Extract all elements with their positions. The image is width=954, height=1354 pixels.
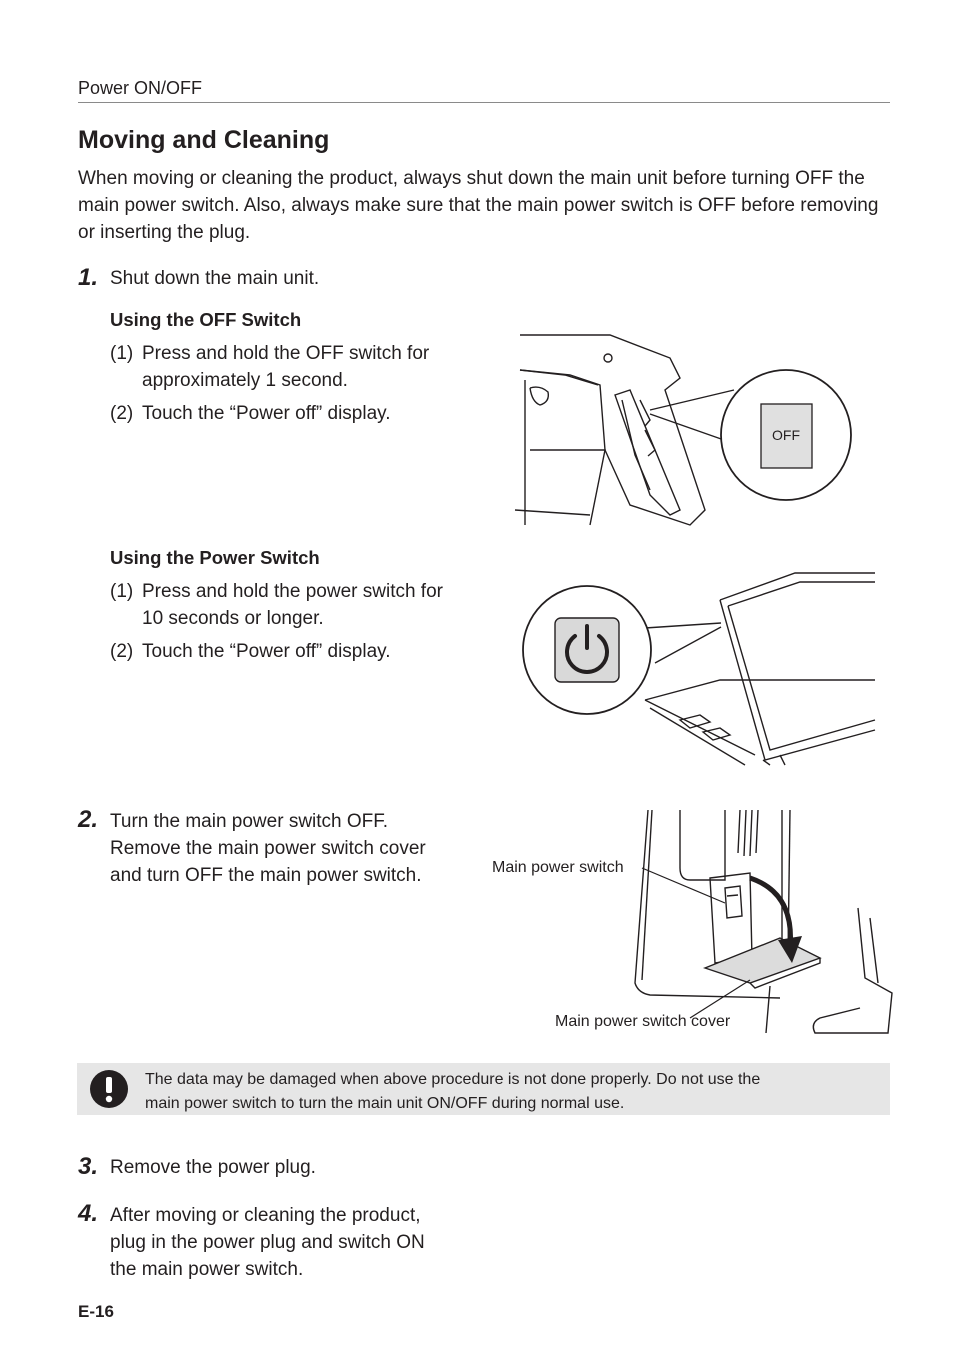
off-button-label: OFF	[772, 427, 800, 443]
off-switch-item-1	[110, 340, 490, 400]
step-4-line: the main power switch.	[110, 1259, 304, 1280]
step-3-text: Remove the power plug.	[110, 1157, 316, 1178]
item-line: Press and hold the power switch for	[142, 581, 443, 602]
power-switch-item-2	[110, 638, 490, 668]
step-2-line: Remove the main power switch cover	[110, 838, 426, 859]
page-number: E-16	[78, 1302, 114, 1321]
section-header: Power ON/OFF	[78, 78, 203, 98]
step-2-number: 2.	[78, 806, 99, 833]
caution-line: main power switch to turn the main unit ON/OFF during normal use.	[145, 1095, 625, 1112]
power-switch-heading: Using the Power Switch	[110, 547, 320, 568]
step-1-text: Shut down the main unit.	[110, 268, 320, 289]
item-line: Touch the “Power off” display.	[142, 641, 391, 662]
step-2-line: and turn OFF the main power switch.	[110, 865, 422, 886]
item-number: (1)	[110, 581, 134, 602]
main-power-switch-cover-label: Main power switch cover	[555, 1013, 731, 1030]
intro-paragraph: When moving or cleaning the product, always shut down the main unit before turning OFF the main power switch. Also, always make sure that the main power switch is OFF before removing or inserting the plug.	[78, 168, 879, 243]
exclamation-icon	[89, 1069, 129, 1109]
item-number: (2)	[110, 641, 134, 662]
off-switch-illustration	[510, 330, 860, 530]
item-line: approximately 1 second.	[142, 370, 348, 391]
main-power-switch-label: Main power switch	[492, 859, 624, 876]
power-switch-item-1	[110, 578, 490, 638]
step-4-number: 4.	[78, 1200, 99, 1227]
step-1-number: 1.	[78, 264, 99, 291]
off-switch-heading: Using the OFF Switch	[110, 309, 302, 330]
page-title: Moving and Cleaning	[78, 126, 330, 154]
header-divider	[78, 102, 890, 103]
power-switch-illustration	[515, 570, 880, 770]
step-4-line: plug in the power plug and switch ON	[110, 1232, 425, 1253]
step-3-number: 3.	[78, 1153, 99, 1180]
step-4-line: After moving or cleaning the product,	[110, 1205, 421, 1226]
main-power-switch-illustration	[630, 808, 895, 1038]
off-switch-item-2	[110, 400, 490, 430]
caution-text	[145, 1068, 875, 1116]
caution-line: The data may be damaged when above procedure is not done properly. Do not use the	[145, 1071, 761, 1088]
step-2-line: Turn the main power switch OFF.	[110, 811, 389, 832]
item-number: (1)	[110, 343, 134, 364]
item-line: Touch the “Power off” display.	[142, 403, 391, 424]
item-number: (2)	[110, 403, 134, 424]
item-line: 10 seconds or longer.	[142, 608, 324, 629]
item-line: Press and hold the OFF switch for	[142, 343, 430, 364]
